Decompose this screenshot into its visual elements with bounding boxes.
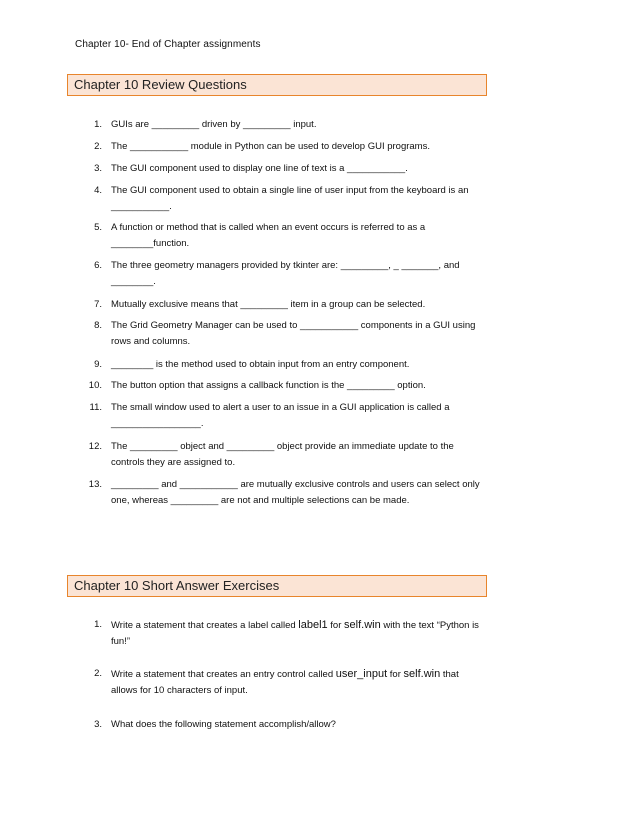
question-number: 8. (94, 320, 102, 331)
question-number: 11. (89, 402, 102, 413)
code-identifier: self.win (344, 619, 381, 631)
question-text: The small window used to alert a user to an issue in a GUI application is called a _________________. (111, 402, 450, 429)
question-number: 4. (94, 185, 102, 196)
question-text: The ___________ module in Python can be used to develop GUI programs. (111, 141, 430, 152)
exercise-number: 2. (94, 668, 102, 679)
exercise-number: 1. (94, 619, 102, 630)
exercise-text-part: for (387, 669, 404, 680)
short-answer-title: Chapter 10 Short Answer Exercises (67, 575, 487, 597)
question-text: The button option that assigns a callback function is the _________ option. (111, 380, 426, 391)
question-number: 9. (94, 359, 102, 370)
question-number: 7. (94, 299, 102, 310)
question-text: The GUI component used to display one line of text is a ___________. (111, 163, 408, 174)
question-text: A function or method that is called when an event occurs is referred to as a ________function. (111, 222, 426, 249)
question-text: The _________ object and _________ object provide an immediate update to the controls they are assigned to. (111, 441, 454, 468)
code-identifier: user_input (335, 668, 388, 680)
question-text: GUIs are _________ driven by _________ input. (111, 119, 317, 130)
exercise-text-part: with the text “Python is fun!” (111, 620, 479, 647)
review-questions-title: Chapter 10 Review Questions (67, 74, 487, 96)
question-number: 2. (94, 141, 102, 152)
exercise-text (111, 617, 486, 650)
exercise-text (111, 666, 486, 699)
question-number: 13. (88, 479, 102, 490)
exercise-text-part: for (327, 620, 345, 631)
page-header: Chapter 10- End of Chapter assignments (75, 39, 261, 50)
exercise-text-part: that allows for 10 characters of input. (111, 669, 459, 696)
question-number: 3. (94, 163, 102, 174)
exercise-text: What does the following statement accomplish/allow? (111, 719, 336, 730)
question-number: 10. (88, 380, 102, 391)
exercise-number: 3. (94, 719, 102, 730)
code-identifier: self.win (403, 668, 441, 680)
question-text: The GUI component used to obtain a single line of user input from the keyboard is an ___________. (111, 185, 469, 212)
question-number: 12. (88, 441, 102, 452)
question-text: _________ and ___________ are mutually exclusive controls and users can select only one, whereas _________ are not and multiple selections can be made. (111, 479, 480, 506)
question-number: 1. (94, 119, 102, 130)
exercise-text-part: Write a statement that creates a label called (111, 620, 299, 631)
question-text: The Grid Geometry Manager can be used to ___________ components in a GUI using rows and columns. (111, 320, 476, 347)
question-number: 5. (94, 222, 102, 233)
question-text: The three geometry managers provided by tkinter are: _________, _ _______, and ________. (111, 260, 460, 287)
exercise-text-part: Write a statement that creates an entry control called (111, 669, 336, 680)
question-text: Mutually exclusive means that _________ item in a group can be selected. (111, 299, 426, 310)
code-identifier: label1 (298, 619, 328, 631)
question-text: ________ is the method used to obtain input from an entry component. (111, 359, 410, 370)
question-number: 6. (94, 260, 102, 271)
